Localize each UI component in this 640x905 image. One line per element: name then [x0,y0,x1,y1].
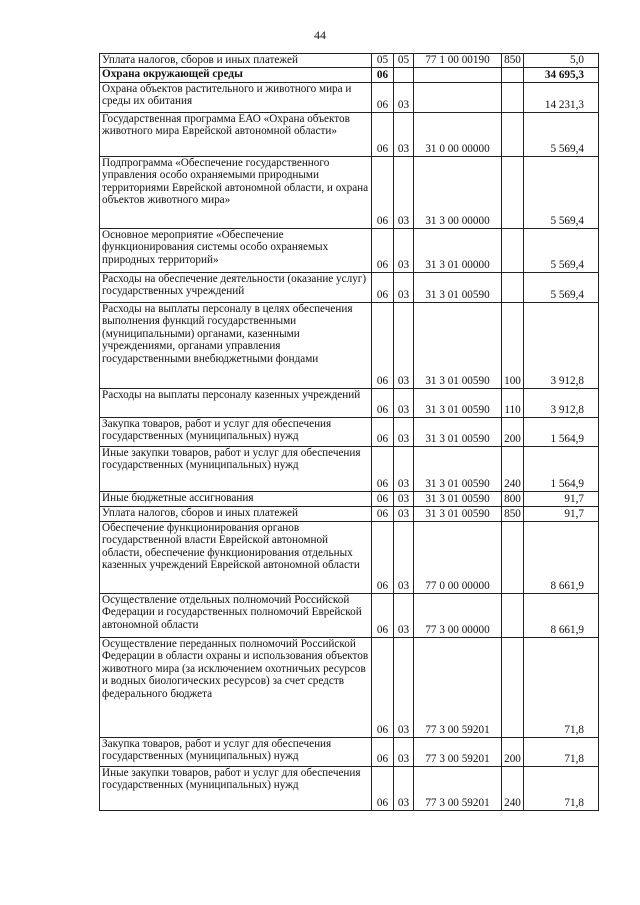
row-subsection-code: 03 [394,388,414,417]
row-name: Охрана объектов растительного и животного мира и среды их обитания [100,82,372,112]
row-subsection-code: 03 [394,302,414,388]
row-subsection-code: 03 [394,112,414,156]
row-amount: 71,8 [524,737,599,766]
table-row [100,67,599,82]
row-target-article-code: 77 3 00 59201 [414,766,502,810]
row-target-article-code: 31 3 01 00590 [414,417,502,446]
row-expense-type-code: 800 [502,491,524,506]
row-amount: 71,8 [524,766,599,810]
row-amount: 71,8 [524,637,599,737]
table-row [100,766,599,810]
row-subsection-code: 05 [394,54,414,68]
row-subsection-code: 03 [394,228,414,272]
budget-table-body [100,54,599,811]
row-expense-type-code: 200 [502,737,524,766]
row-name: Основное мероприятие «Обеспечение функционирования системы особо охраняемых природных территорий» [100,228,372,272]
row-section-code: 05 [372,54,394,68]
row-section-code: 06 [372,112,394,156]
row-amount: 5 569,4 [524,228,599,272]
row-subsection-code: 03 [394,417,414,446]
row-expense-type-code: 100 [502,302,524,388]
table-row [100,82,599,112]
table-row [100,54,599,68]
row-expense-type-code [502,228,524,272]
row-section-code: 06 [372,637,394,737]
row-amount: 5 569,4 [524,272,599,302]
table-row [100,112,599,156]
budget-table [99,53,599,811]
row-amount: 8 661,9 [524,593,599,637]
row-target-article-code: 31 0 00 00000 [414,112,502,156]
row-section-code: 06 [372,446,394,491]
row-amount: 8 661,9 [524,521,599,593]
table-row [100,388,599,417]
row-section-code: 06 [372,593,394,637]
row-section-code: 06 [372,388,394,417]
row-expense-type-code: 110 [502,388,524,417]
row-name: Иные закупки товаров, работ и услуг для обеспечения государственных (муниципальных) нужд [100,766,372,810]
row-subsection-code: 03 [394,737,414,766]
row-amount: 1 564,9 [524,446,599,491]
row-target-article-code: 77 3 00 59201 [414,637,502,737]
row-expense-type-code: 240 [502,446,524,491]
row-subsection-code: 03 [394,156,414,228]
row-target-article-code: 77 1 00 00190 [414,54,502,68]
row-section-code: 06 [372,417,394,446]
row-target-article-code: 31 3 01 00590 [414,302,502,388]
row-expense-type-code [502,112,524,156]
row-section-code: 06 [372,302,394,388]
row-amount: 91,7 [524,491,599,506]
row-subsection-code: 03 [394,766,414,810]
row-name: Иные бюджетные ассигнования [100,491,372,506]
table-row [100,302,599,388]
page-number: 44 [314,28,326,42]
row-target-article-code: 77 3 00 00000 [414,593,502,637]
row-amount: 3 912,8 [524,388,599,417]
row-target-article-code: 31 3 01 00000 [414,228,502,272]
row-name: Закупка товаров, работ и услуг для обеспечения государственных (муниципальных) нужд [100,417,372,446]
row-amount: 5,0 [524,54,599,68]
row-subsection-code: 03 [394,521,414,593]
row-subsection-code: 03 [394,491,414,506]
row-target-article-code: 77 3 00 59201 [414,737,502,766]
table-row [100,156,599,228]
row-expense-type-code [502,67,524,82]
row-section-code: 06 [372,491,394,506]
table-row [100,506,599,521]
row-expense-type-code: 240 [502,766,524,810]
row-expense-type-code [502,521,524,593]
row-subsection-code [394,67,414,82]
row-section-code: 06 [372,82,394,112]
row-section-code: 06 [372,521,394,593]
row-name: Иные закупки товаров, работ и услуг для обеспечения государственных (муниципальных) нужд [100,446,372,491]
row-name: Уплата налогов, сборов и иных платежей [100,506,372,521]
row-expense-type-code: 850 [502,506,524,521]
row-section-code: 06 [372,737,394,766]
row-section-code: 06 [372,67,394,82]
row-expense-type-code [502,637,524,737]
row-name: Охрана окружающей среды [100,67,372,82]
row-subsection-code: 03 [394,637,414,737]
row-name: Расходы на выплаты персоналу в целях обеспечения выполнения функций государственными (муниципальными) органами, казенными учреждениями, органами управления государственными внебюджетными фондами [100,302,372,388]
row-amount: 34 695,3 [524,67,599,82]
row-amount: 1 564,9 [524,417,599,446]
row-subsection-code: 03 [394,593,414,637]
row-name: Расходы на выплаты персоналу казенных учреждений [100,388,372,417]
row-name: Осуществление переданных полномочий Российской Федерации в области охраны и использования объектов животного мира (за исключением охотничьих ресурсов и водных биологических ресурсов) за счет средств федерального бюджета [100,637,372,737]
row-expense-type-code [502,82,524,112]
row-name: Государственная программа ЕАО «Охрана объектов животного мира Еврейской автономной области» [100,112,372,156]
row-amount: 14 231,3 [524,82,599,112]
table-row [100,521,599,593]
row-subsection-code: 03 [394,272,414,302]
row-section-code: 06 [372,506,394,521]
table-row [100,491,599,506]
row-section-code: 06 [372,156,394,228]
row-expense-type-code: 850 [502,54,524,68]
row-expense-type-code [502,593,524,637]
row-expense-type-code [502,156,524,228]
table-row [100,446,599,491]
row-section-code: 06 [372,228,394,272]
row-amount: 91,7 [524,506,599,521]
table-row [100,417,599,446]
row-name: Подпрограмма «Обеспечение государственного управления особо охраняемыми природными территориями Еврейской автономной области, и охрана объектов животного мира» [100,156,372,228]
table-row [100,637,599,737]
row-name: Закупка товаров, работ и услуг для обеспечения государственных (муниципальных) нужд [100,737,372,766]
row-amount: 5 569,4 [524,156,599,228]
table-row [100,272,599,302]
row-amount: 3 912,8 [524,302,599,388]
row-target-article-code: 77 0 00 00000 [414,521,502,593]
table-row [100,228,599,272]
row-target-article-code [414,67,502,82]
row-target-article-code: 31 3 00 00000 [414,156,502,228]
row-section-code: 06 [372,766,394,810]
row-amount: 5 569,4 [524,112,599,156]
table-row [100,737,599,766]
row-section-code: 06 [372,272,394,302]
row-target-article-code: 31 3 01 00590 [414,272,502,302]
row-expense-type-code: 200 [502,417,524,446]
row-target-article-code: 31 3 01 00590 [414,506,502,521]
row-target-article-code: 31 3 01 00590 [414,446,502,491]
row-subsection-code: 03 [394,506,414,521]
row-subsection-code: 03 [394,82,414,112]
row-target-article-code: 31 3 01 00590 [414,388,502,417]
row-subsection-code: 03 [394,446,414,491]
row-expense-type-code [502,272,524,302]
row-name: Осуществление отдельных полномочий Российской Федерации и государственных полномочий Еврейской автономной области [100,593,372,637]
row-target-article-code [414,82,502,112]
row-name: Расходы на обеспечение деятельности (оказание услуг) государственных учреждений [100,272,372,302]
table-row [100,593,599,637]
row-name: Уплата налогов, сборов и иных платежей [100,54,372,68]
row-target-article-code: 31 3 01 00590 [414,491,502,506]
row-name: Обеспечение функционирования органов государственной власти Еврейской автономной области, обеспечение функционирования отдельных казенных учреждений Еврейской автономной области [100,521,372,593]
